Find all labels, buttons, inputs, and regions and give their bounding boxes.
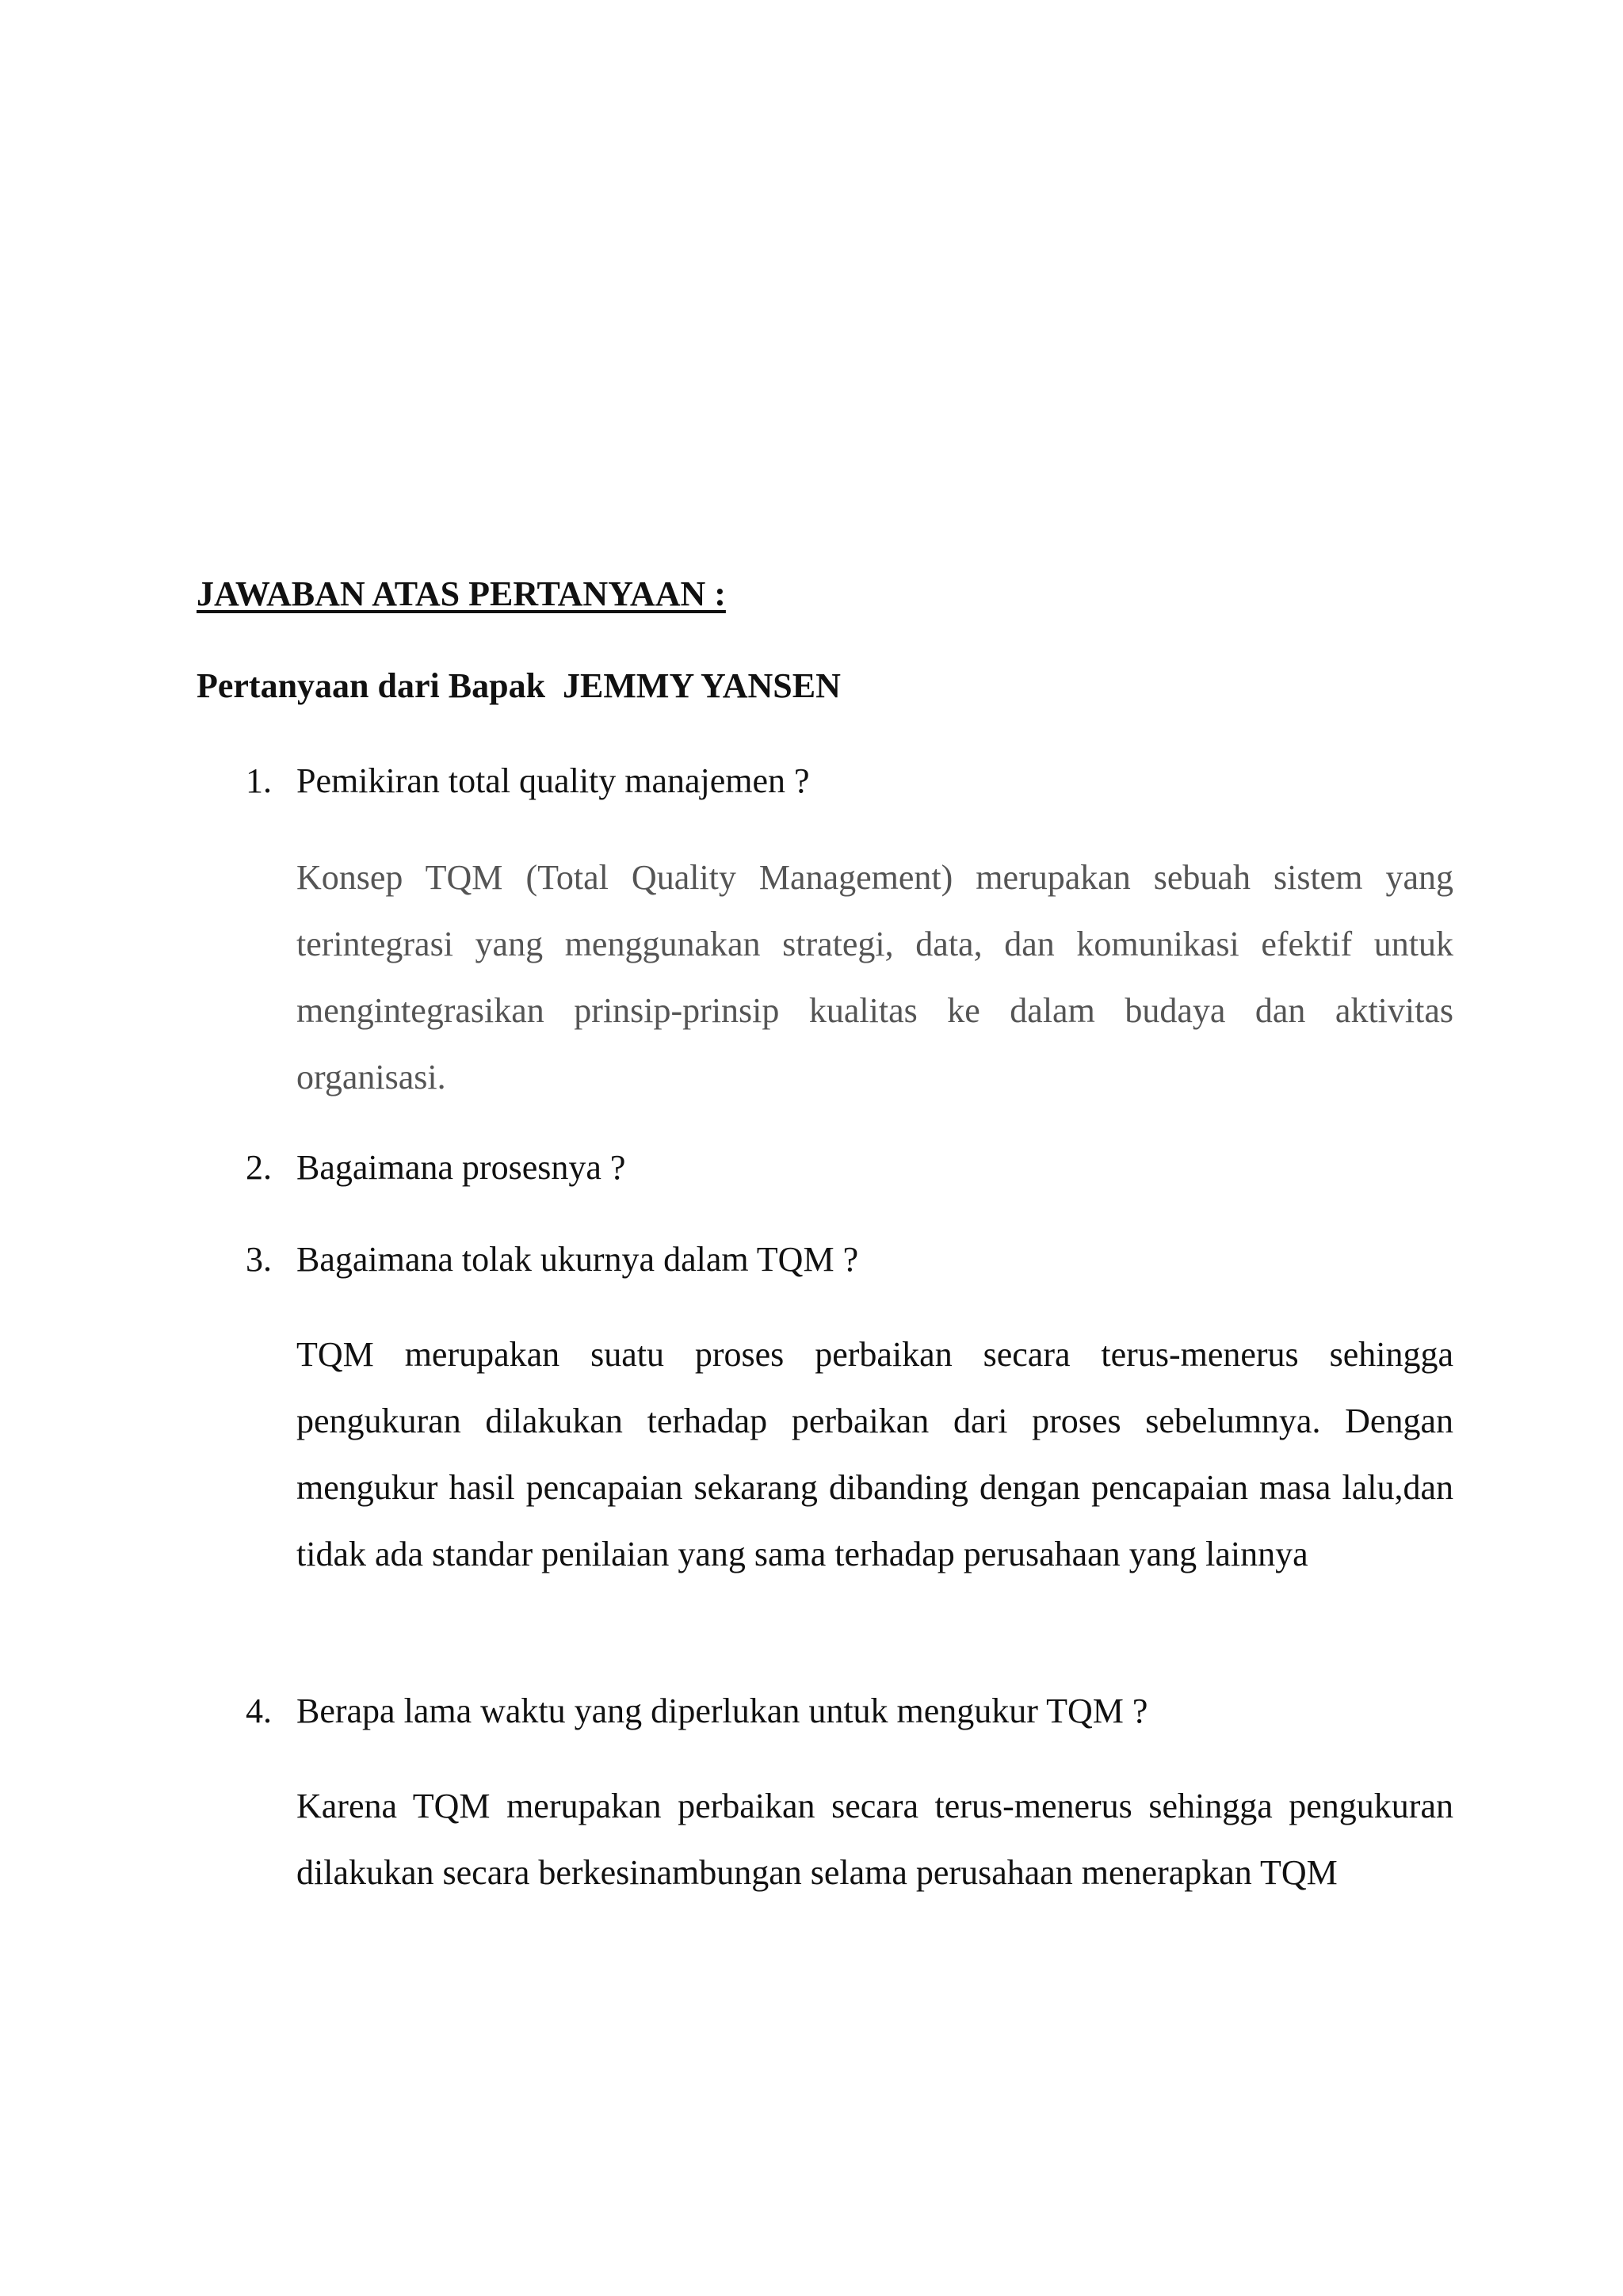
question-text: Pemikiran total quality manajemen ?: [296, 761, 810, 800]
document-heading: JAWABAN ATAS PERTANYAAN :: [197, 574, 726, 613]
question-text: Berapa lama waktu yang diperlukan untuk mengukur TQM ?: [296, 1691, 1148, 1730]
answer-3: TQM merupakan suatu proses perbaikan secara terus-menerus sehingga pengukuran dilakukan terhadap perbaikan dari proses sebelumnya. Dengan mengukur hasil pencapaian sekarang dibanding dengan pencapaian masa lalu,dan tidak ada standar penilaian yang sama terhadap perusahaan yang lainnya: [296, 1335, 1453, 1573]
questioner-subheading: Pertanyaan dari Bapak JEMMY YANSEN: [197, 666, 841, 705]
question-number: 4.: [246, 1691, 272, 1730]
question-number: 2.: [246, 1148, 272, 1187]
question-number: 1.: [246, 761, 272, 800]
question-item-1: [246, 757, 810, 805]
question-number: 3.: [246, 1240, 272, 1279]
answer-4: Karena TQM merupakan perbaikan secara terus-menerus sehingga pengukuran dilakukan secara berkesinambungan selama perusahaan menerapkan TQM: [296, 1787, 1453, 1892]
question-item-2: [246, 1144, 625, 1192]
question-text: Bagaimana prosesnya ?: [296, 1148, 626, 1187]
question-item-4: [246, 1688, 1148, 1735]
question-item-3: [246, 1236, 858, 1283]
question-text: Bagaimana tolak ukurnya dalam TQM ?: [296, 1240, 859, 1279]
answer-1: Konsep TQM (Total Quality Management) merupakan sebuah sistem yang terintegrasi yang menggunakan strategi, data, dan komunikasi efektif untuk mengintegrasikan prinsip-prinsip kualitas ke dalam budaya dan aktivitas organisasi.: [296, 858, 1453, 1097]
